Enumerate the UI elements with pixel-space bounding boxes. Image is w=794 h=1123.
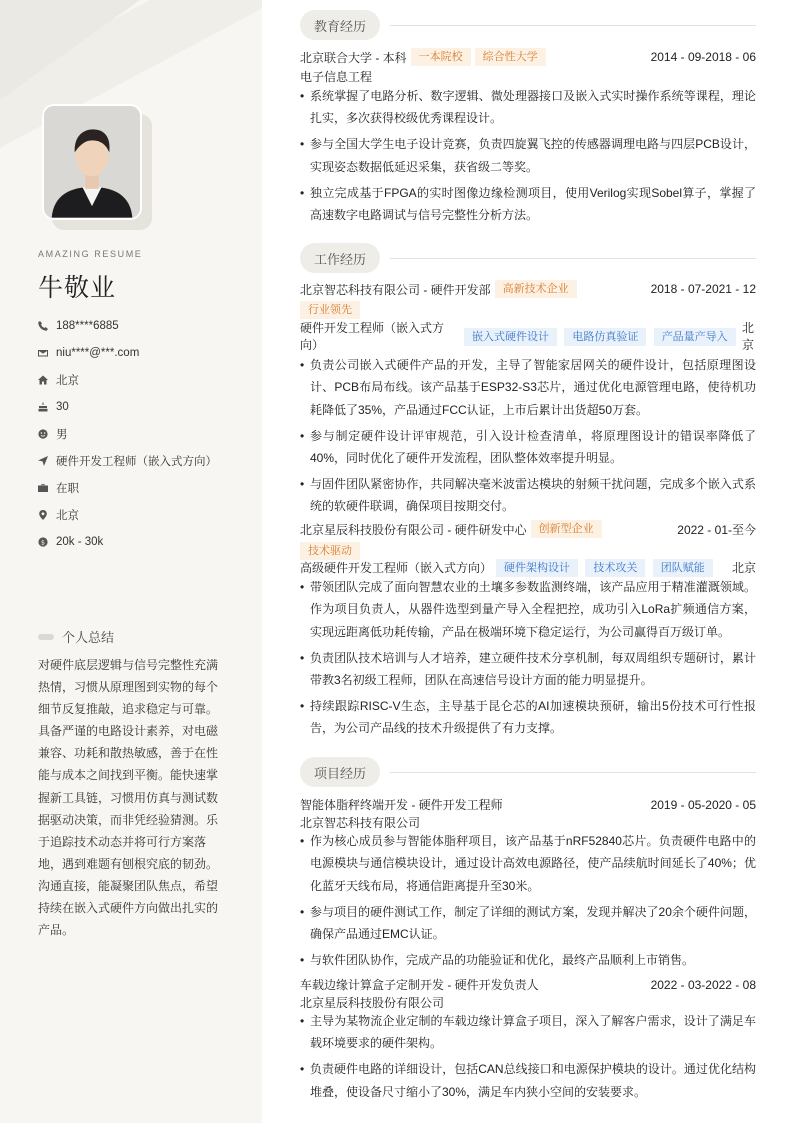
status-text: 在职 bbox=[56, 482, 79, 495]
company-tag: 创新型企业 bbox=[531, 520, 602, 538]
gender-icon bbox=[38, 429, 56, 439]
project-entry-header bbox=[300, 796, 756, 813]
project-date: 2019 - 05-2020 - 05 bbox=[650, 797, 756, 812]
job-date: 2022 - 01-至今 bbox=[677, 522, 756, 537]
job-date: 2018 - 07-2021 - 12 bbox=[650, 282, 756, 296]
list-item: • 负责团队技术培训与人才培养，建立硬件技术分享机制，每双周组织专题研讨，累计带教3名初级工程师，团队在高速信号设计方面的能力明显提升。 bbox=[300, 647, 756, 692]
skill-tag: 技术攻关 bbox=[585, 559, 645, 577]
summary-heading-bar bbox=[38, 634, 54, 640]
avatar bbox=[42, 104, 142, 220]
svg-text:$: $ bbox=[40, 537, 46, 546]
mail-icon bbox=[38, 348, 56, 358]
project-bullets bbox=[300, 1010, 756, 1107]
section-divider bbox=[390, 258, 756, 259]
school-name: 北京联合大学 - 本科 bbox=[300, 50, 407, 65]
list-item: • 作为核心成员参与智能体脂秤项目，该产品基于nRF52840芯片。负责硬件电路中的电源模块与通信模块设计，通过设计高效电源路径，使产品续航时间延长了40%；优化蓝牙天线布局，将通信距离提升至30米。 bbox=[300, 830, 756, 897]
company-tag: 技术驱动 bbox=[300, 542, 360, 560]
education-title: 教育经历 bbox=[300, 10, 380, 40]
resume-tagline: AMAZING RESUME bbox=[38, 249, 143, 259]
info-phone bbox=[38, 312, 248, 339]
send-icon bbox=[38, 456, 56, 466]
personal-info-list bbox=[38, 312, 248, 555]
company-name: 北京智芯科技有限公司 - 硬件开发部 bbox=[300, 282, 491, 297]
job-bullets bbox=[300, 576, 756, 743]
education-major: 电子信息工程 bbox=[300, 70, 373, 84]
info-salary bbox=[38, 528, 248, 555]
project-company: 北京星辰科技股份有限公司 bbox=[300, 996, 445, 1010]
job-location: 北京 bbox=[731, 561, 756, 575]
project-name: 车载边缘计算盒子定制开发 - 硬件开发负责人 bbox=[300, 978, 539, 992]
candidate-name: 牛敬业 bbox=[38, 274, 117, 302]
email-text: niu****@***.com bbox=[56, 346, 140, 359]
list-item: • 带领团队完成了面向智慧农业的土壤多参数监测终端，该产品应用于精准灌溉领域。作为项目负责人，从器件选型到量产导入全程把控，成功引入LoRa扩频通信方案，实现远距离低功耗传输，产品在极端环境下稳定运行，为公司赢得百万级订单。 bbox=[300, 576, 756, 643]
company-name: 北京星辰科技股份有限公司 - 硬件研发中心 bbox=[300, 522, 527, 537]
project-date: 2022 - 03-2022 - 08 bbox=[650, 977, 756, 992]
cake-icon bbox=[38, 402, 56, 412]
list-item: • 负责硬件电路的详细设计，包括CAN总线接口和电源保护模块的设计。通过优化结构堆叠，使设备尺寸缩小了30%，满足车内狭小空间的安装要求。 bbox=[300, 1058, 756, 1103]
project-bullets bbox=[300, 830, 756, 975]
info-email bbox=[38, 339, 248, 366]
job-bullets bbox=[300, 354, 756, 521]
info-age bbox=[38, 393, 248, 420]
section-divider bbox=[390, 25, 756, 26]
decorative-triangle bbox=[0, 0, 140, 100]
skill-tag: 嵌入式硬件设计 bbox=[464, 328, 557, 346]
profile-photo-frame bbox=[42, 104, 142, 220]
work-section-header bbox=[300, 243, 756, 273]
avatar-portrait bbox=[44, 106, 140, 218]
job-role-row bbox=[300, 320, 756, 354]
info-gender bbox=[38, 420, 248, 447]
phone-icon bbox=[38, 321, 56, 331]
job-role-row bbox=[300, 559, 756, 577]
skill-tag: 产品量产导入 bbox=[654, 328, 736, 346]
education-bullets bbox=[300, 85, 756, 230]
list-item: • 与固件团队紧密协作，共同解决毫米波雷达模块的射频干扰问题，完成多个嵌入式系统的软硬件联调，确保项目按期交付。 bbox=[300, 473, 756, 518]
briefcase-icon bbox=[38, 483, 56, 493]
job-entry-header bbox=[300, 280, 756, 298]
list-item: • 负责公司嵌入式硬件产品的开发，主导了智能家居网关的硬件设计，包括原理图设计、PCB布局布线。该产品基于ESP32-S3芯片，通过优化电源管理电路，使待机功耗降低了35%，产品通过FCC认证，上市后累计出货超50万套。 bbox=[300, 354, 756, 421]
job-role: 硬件开发工程师（嵌入式方向） bbox=[300, 321, 445, 352]
project-entry-header bbox=[300, 976, 756, 993]
target-position-text: 硬件开发工程师（嵌入式方向） bbox=[56, 455, 217, 468]
job-tag-row bbox=[296, 301, 360, 319]
list-item: • 系统掌握了电路分析、数字逻辑、微处理器接口及嵌入式实时操作系统等课程，理论扎实，多次获得校级优秀课程设计。 bbox=[300, 85, 756, 130]
location-pin-icon bbox=[38, 510, 56, 520]
list-item: • 主导为某物流企业定制的车载边缘计算盒子项目，深入了解客户需求，设计了满足车载环境要求的硬件架构。 bbox=[300, 1010, 756, 1055]
job-tag-row bbox=[296, 542, 360, 560]
list-item: • 持续跟踪RISC-V生态，主导基于昆仑芯的AI加速模块预研，输出5份技术可行性报告，为公司产品线的技术升级提供了有力支撑。 bbox=[300, 695, 756, 740]
project-company: 北京智芯科技有限公司 bbox=[300, 816, 421, 830]
education-section-header bbox=[300, 10, 756, 40]
company-tag: 高新技术企业 bbox=[495, 280, 577, 298]
residence-text: 北京 bbox=[56, 374, 79, 387]
section-divider bbox=[390, 772, 756, 773]
age-text: 30 bbox=[56, 400, 69, 413]
skill-tag: 团队赋能 bbox=[653, 559, 713, 577]
job-location: 北京 bbox=[742, 321, 755, 352]
project-section-header bbox=[300, 757, 756, 787]
list-item: • 参与全国大学生电子设计竞赛，负责四旋翼飞控的传感器调理电路与四层PCB设计，实现姿态数据低延迟采集，获省级二等奖。 bbox=[300, 133, 756, 178]
summary-title: 个人总结 bbox=[62, 630, 115, 645]
home-icon bbox=[38, 375, 56, 385]
project-title: 项目经历 bbox=[300, 757, 380, 787]
project-name: 智能体脂秤终端开发 - 硬件开发工程师 bbox=[300, 798, 503, 812]
work-title: 工作经历 bbox=[300, 243, 380, 273]
summary-text: 对硬件底层逻辑与信号完整性充满热情，习惯从原理图到实物的每个细节反复推敲，追求稳定与可靠。具备严谨的电路设计素养，对电磁兼容、功耗和散热敏感，善于在性能与成本之间找到平衡。能快速掌握新工具链，习惯用仿真与测试数据驱动决策，而非凭经验猜测。乐于追踪技术动态并将可行方案落地，遇到难题有刨根究底的韧劲。沟通直接，能凝聚团队焦点，希望持续在嵌入式硬件方向做出扎实的产品。 bbox=[38, 658, 219, 938]
phone-text: 188****6885 bbox=[56, 319, 119, 332]
info-status bbox=[38, 474, 248, 501]
company-tag: 行业领先 bbox=[300, 301, 360, 319]
job-role: 高级硬件开发工程师（嵌入式方向） bbox=[300, 561, 493, 575]
salary-icon bbox=[38, 537, 56, 547]
info-residence bbox=[38, 366, 248, 393]
summary-heading bbox=[38, 627, 114, 646]
skill-tag: 电路仿真验证 bbox=[564, 328, 646, 346]
list-item: • 独立完成基于FPGA的实时图像边缘检测项目，使用Verilog实现Sobel算子，掌握了高速数字电路调试与信号完整性分析方法。 bbox=[300, 182, 756, 227]
skill-tag: 硬件架构设计 bbox=[496, 559, 578, 577]
info-target-city bbox=[38, 501, 248, 528]
job-entry-header bbox=[300, 520, 756, 538]
target-city-text: 北京 bbox=[56, 509, 79, 522]
education-tag: 一本院校 bbox=[411, 48, 471, 66]
sidebar bbox=[0, 0, 262, 1123]
list-item: • 参与项目的硬件测试工作，制定了详细的测试方案，发现并解决了20余个硬件问题，确保产品通过EMC认证。 bbox=[300, 901, 756, 946]
gender-text: 男 bbox=[56, 428, 68, 441]
salary-text: 20k - 30k bbox=[56, 535, 104, 548]
info-target-position bbox=[38, 447, 248, 474]
list-item: • 参与制定硬件设计评审规范，引入设计检查清单，将原理图设计的错误率降低了40%，同时优化了硬件开发流程，团队整体效率提升明显。 bbox=[300, 425, 756, 470]
list-item: • 与软件团队协作，完成产品的功能验证和优化，最终产品顺利上市销售。 bbox=[300, 949, 756, 971]
education-entry-header bbox=[300, 48, 756, 66]
education-date: 2014 - 09-2018 - 06 bbox=[650, 50, 756, 64]
education-tag: 综合性大学 bbox=[475, 48, 546, 66]
